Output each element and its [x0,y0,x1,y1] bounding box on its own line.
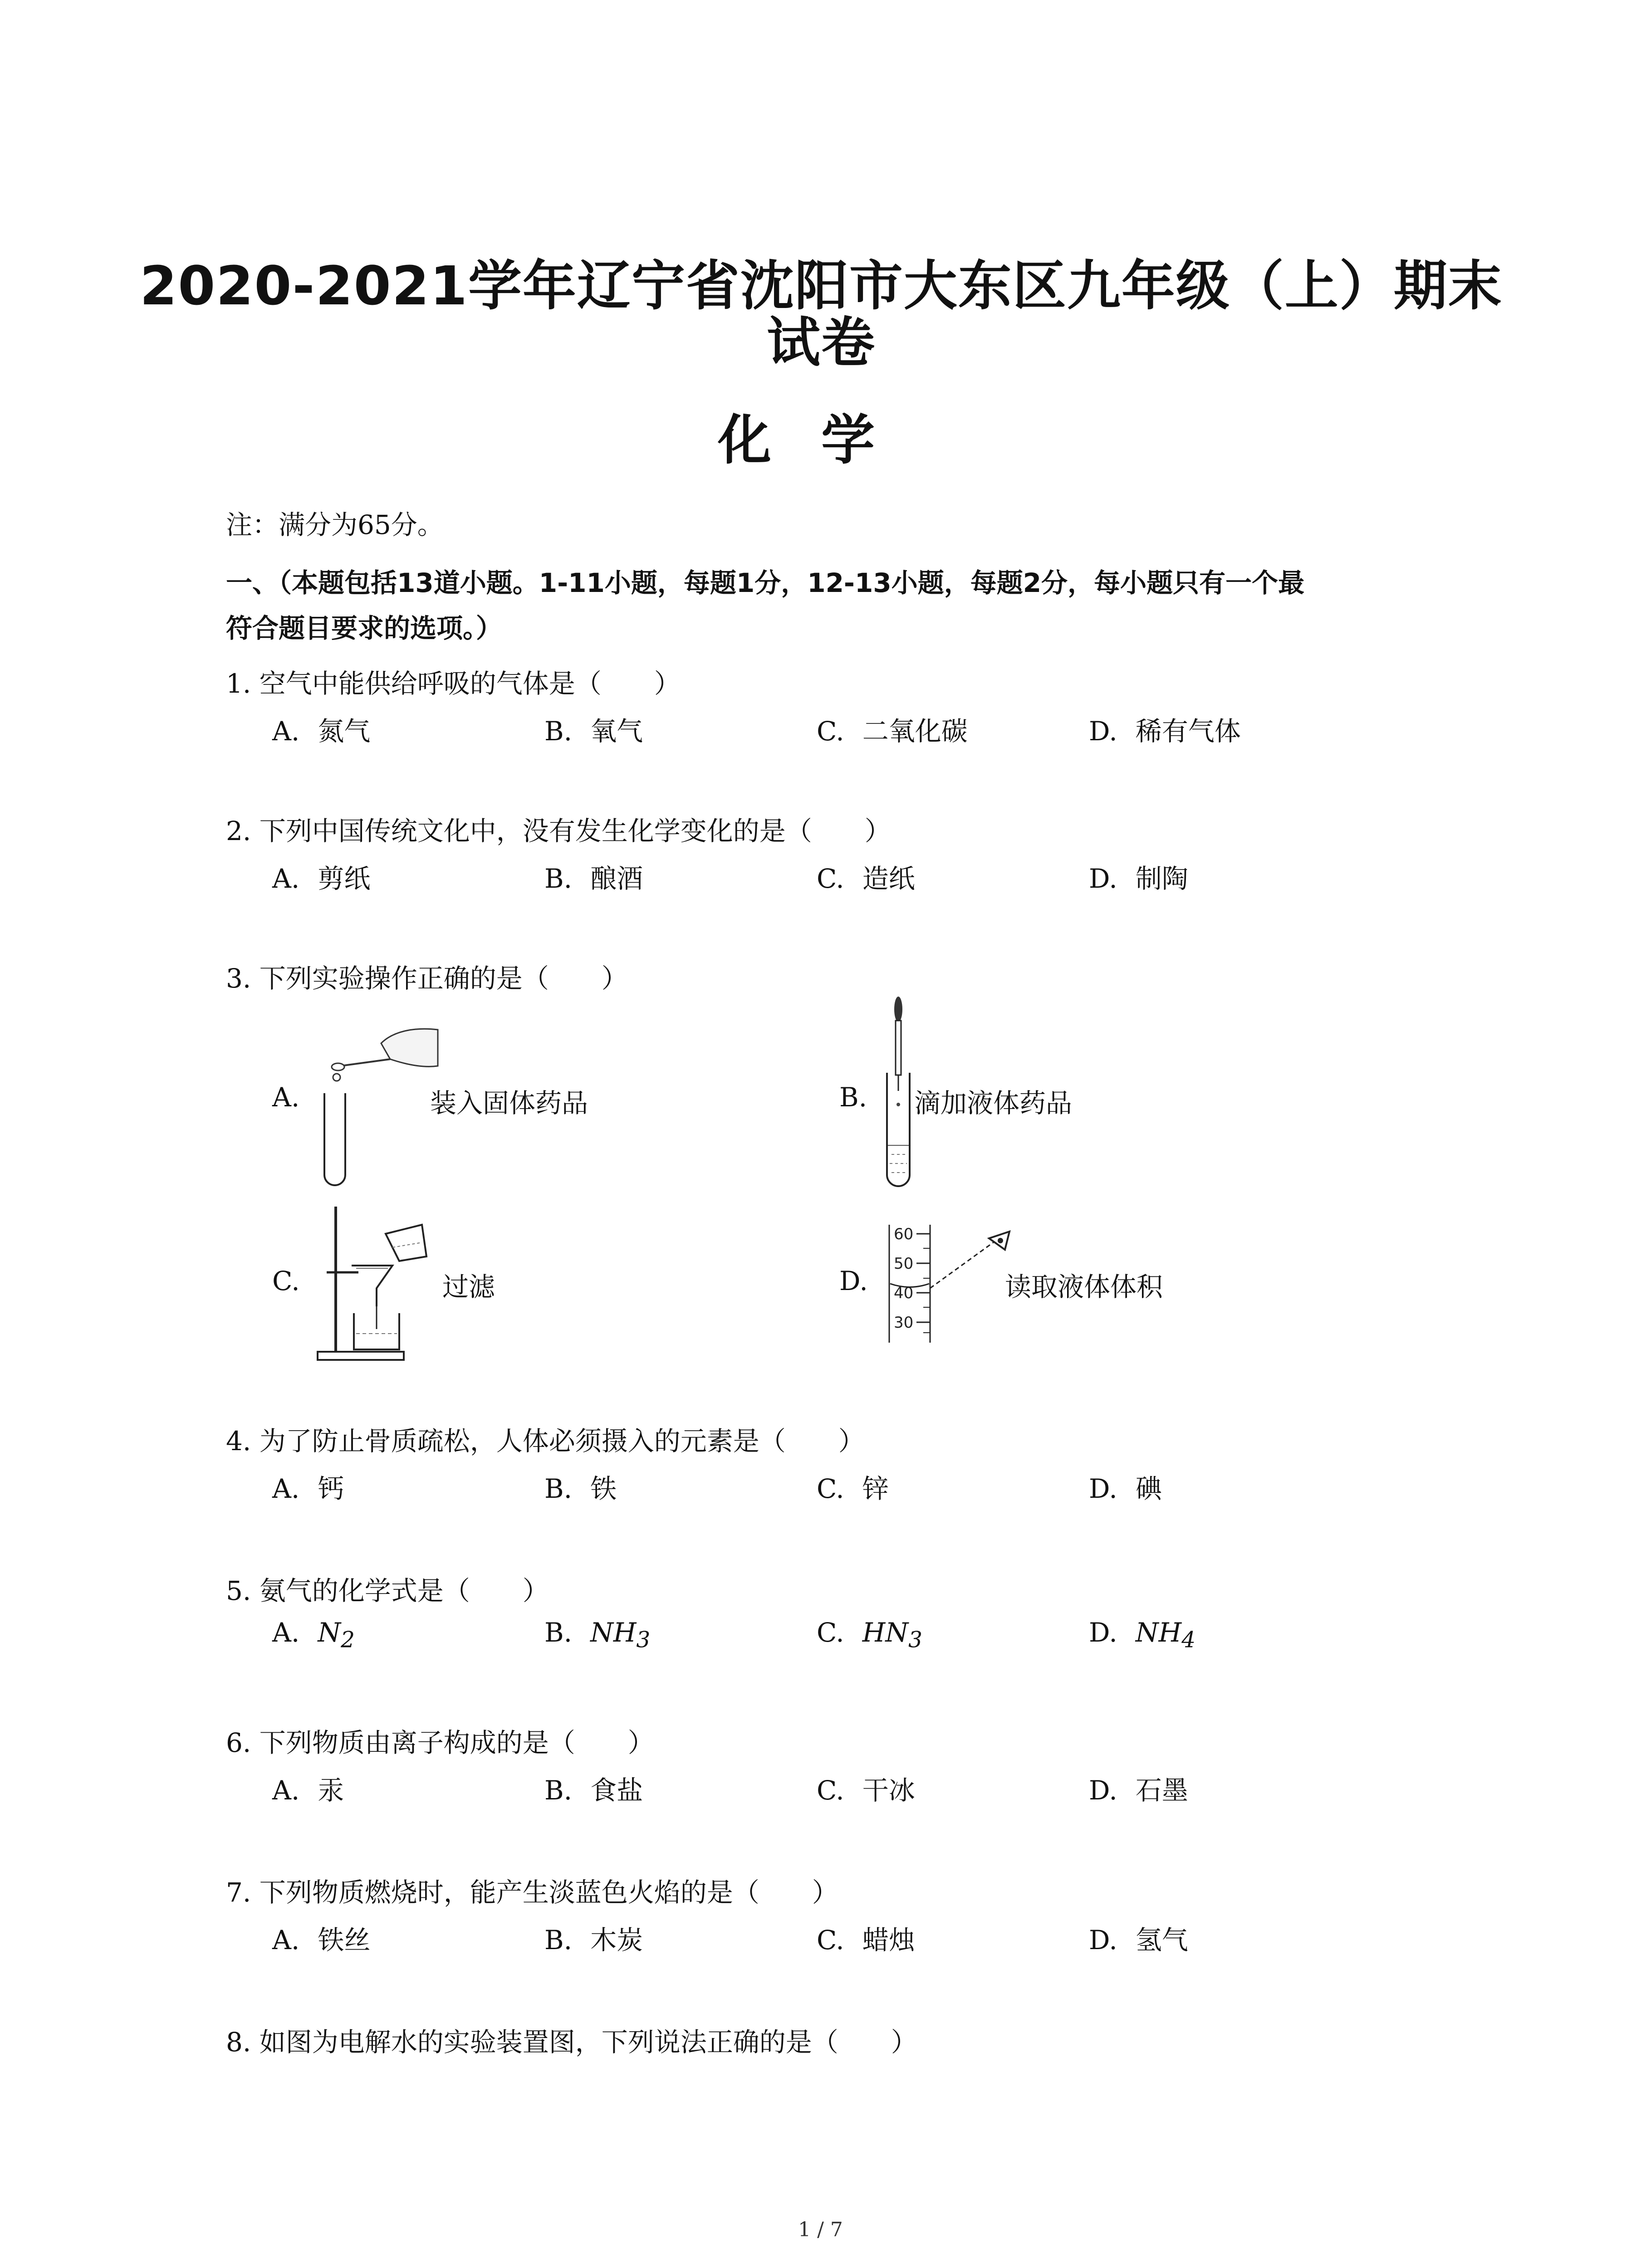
option-a: A. 汞 [272,1775,344,1806]
question-6-options [272,1769,1452,1805]
question-6-stem: 6. 下列物质由离子构成的是（ ） [226,1727,654,1758]
option-a: A. 氮气 [272,716,371,747]
option-d: D. 碘 [1089,1473,1162,1504]
graduated-cylinder-figure [880,1220,1016,1347]
option-a: A. 剪纸 [272,863,371,894]
option-d-text: 读取液体体积 [1005,1271,1163,1302]
score-note: 注：满分为65分。 [226,509,444,540]
question-5-stem: 5. 氨气的化学式是（ ） [226,1575,549,1606]
cylinder-tick-40: 40 [894,1284,914,1302]
option-b: B. 木炭 [544,1925,643,1955]
subject-title: 化学 [717,409,925,471]
question-4-stem: 4. 为了防止骨质疏松，人体必须摄入的元素是（ ） [226,1426,865,1457]
formula-n2: $N_2$ [318,1617,355,1653]
option-b: B. $NH_3$ [544,1617,651,1653]
option-d-letter: D. [839,1266,868,1296]
option-a-text: 装入固体药品 [430,1088,588,1119]
option-b-letter: B. [839,1082,867,1113]
question-2-stem: 2. 下列中国传统文化中，没有发生化学变化的是（ ） [226,816,891,846]
cylinder-tick-50: 50 [894,1255,914,1273]
option-c-text: 过滤 [442,1271,495,1302]
formula-nh3: $NH_3$ [590,1617,651,1653]
option-b: B. 酿酒 [544,863,643,894]
option-a: A. $N_2$ [272,1617,355,1653]
filtration-figure [309,1198,445,1370]
question-2-options [272,857,1452,894]
option-b-text: 滴加液体药品 [914,1088,1073,1119]
test-tube-solid-figure [313,1016,440,1188]
formula-hn3: $HN_3$ [862,1617,922,1653]
exam-title-line1: 2020-2021学年辽宁省沈阳市大东区九年级（上）期末 [140,254,1503,317]
option-d: D. 氢气 [1089,1925,1188,1955]
option-c-letter: C. [272,1266,300,1296]
cylinder-tick-60: 60 [894,1225,914,1243]
cylinder-tick-30: 30 [894,1314,914,1332]
option-c: C. 蜡烛 [817,1925,915,1955]
question-3-stem: 3. 下列实验操作正确的是（ ） [226,963,628,994]
option-d: D. 制陶 [1089,863,1188,894]
option-b: B. 铁 [544,1473,617,1504]
option-d: D. $NH_4$ [1089,1617,1195,1653]
section-1-instructions [226,560,1442,651]
option-c: C. 干冰 [817,1775,915,1806]
dropper-test-tube-figure [878,996,919,1191]
option-c: C. 造纸 [817,863,915,894]
question-4-options [272,1467,1452,1504]
question-1-stem: 1. 空气中能供给呼吸的气体是（ ） [226,668,681,699]
option-b: B. 食盐 [544,1775,643,1806]
question-7-options [272,1919,1452,1955]
option-c: C. $HN_3$ [817,1617,922,1653]
section-1-line2: 符合题目要求的选项。） [226,613,503,644]
option-b: B. 氧气 [544,716,643,747]
question-7-stem: 7. 下列物质燃烧时，能产生淡蓝色火焰的是（ ） [226,1877,838,1908]
option-d: D. 石墨 [1089,1775,1188,1806]
option-c: C. 二氧化碳 [817,716,968,747]
question-5-options [272,1617,1452,1653]
option-c: C. 锌 [817,1473,889,1504]
page-number: 1 / 7 [798,2218,843,2241]
option-d: D. 稀有气体 [1089,716,1241,747]
formula-nh4: $NH_4$ [1135,1617,1195,1653]
option-a: A. 钙 [272,1473,344,1504]
exam-title-line2: 试卷 [766,311,876,374]
section-1-line1: 一、（本题包括13道小题。1-11小题，每题1分，12-13小题，每题2分，每小题只有一个最 [226,567,1305,598]
option-a-letter: A. [272,1082,300,1113]
question-8-stem: 8. 如图为电解水的实验装置图，下列说法正确的是（ ） [226,2027,917,2058]
option-a: A. 铁丝 [272,1925,371,1955]
question-1-options [272,710,1452,746]
